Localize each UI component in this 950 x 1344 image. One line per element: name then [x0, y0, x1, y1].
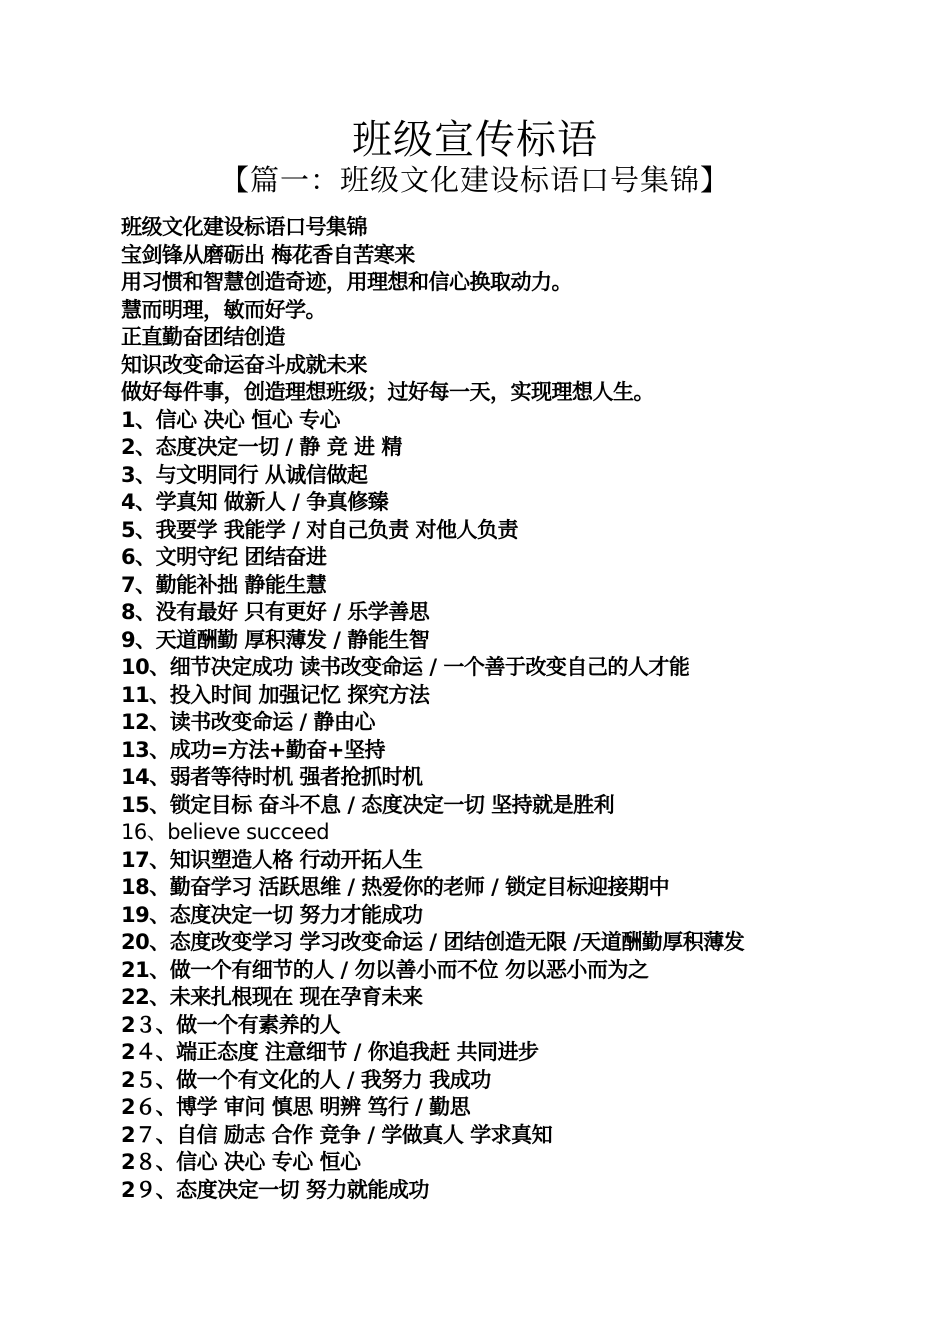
slogan-line: 正直勤奋团结创造	[121, 325, 285, 349]
slogan-line: 7、勤能补拙 静能生慧	[121, 572, 327, 597]
slogan-line: 9、天道酬勤 厚积薄发 / 静能生智	[121, 627, 430, 652]
document-subtitle: 【篇一：班级文化建设标语口号集锦】	[219, 163, 730, 197]
slogan-line: 5、我要学 我能学 / 对自己负责 对他人负责	[121, 517, 519, 542]
slogan-line: 14、弱者等待时机 强者抢抓时机	[121, 765, 423, 789]
document-title: 班级宣传标语	[352, 117, 598, 163]
slogan-line: 11、投入时间 加强记忆 探究方法	[121, 682, 430, 707]
slogan-line: 2６、博学 审问 慎思 明辨 笃行 / 勤思	[121, 1095, 471, 1119]
slogan-line: 12、读书改变命运 / 静由心	[121, 710, 376, 734]
slogan-line: 1、信心 决心 恒心 专心	[121, 407, 341, 432]
slogan-line: 2９、态度决定一切 努力就能成功	[121, 1177, 429, 1202]
slogan-line: 20、态度改变学习 学习改变命运 / 团结创造无限 /天道酬勤厚积薄发	[121, 930, 745, 954]
slogan-line: 4、学真知 做新人 / 争真修臻	[121, 490, 389, 514]
slogan-line: 知识改变命运奋斗成就未来	[121, 352, 367, 377]
slogan-line: 15、锁定目标 奋斗不息 / 态度决定一切 坚持就是胜利	[121, 792, 615, 817]
slogan-line: 慧而明理，敏而好学。	[121, 297, 326, 322]
slogan-line: 2８、信心 决心 专心 恒心	[121, 1150, 361, 1174]
slogan-line: 21、做一个有细节的人 / 勿以善小而不位 勿以恶小而为之	[121, 957, 649, 982]
slogan-line: 2、态度决定一切 / 静 竞 进 精	[121, 435, 402, 459]
slogan-line: 2５、做一个有文化的人 / 我努力 我成功	[121, 1067, 491, 1092]
slogan-line: 做好每件事，创造理想班级；过好每一天，实现理想人生。	[121, 380, 654, 404]
slogan-line: 8、没有最好 只有更好 / 乐学善思	[121, 600, 430, 624]
slogan-list	[121, 214, 921, 1204]
slogan-line: 6、文明守纪 团结奋进	[121, 545, 327, 569]
slogan-line: 16、believe succeed	[121, 820, 330, 844]
slogan-line: 2３、做一个有素养的人	[121, 1012, 341, 1037]
slogan-line: 班级文化建设标语口号集锦	[121, 215, 367, 239]
slogan-line: 2７、自信 励志 合作 竞争 / 学做真人 学求真知	[121, 1122, 553, 1147]
slogan-line: 22、未来扎根现在 现在孕育未来	[121, 985, 423, 1009]
slogan-line: 宝剑锋从磨砺出 梅花香自苦寒来	[121, 242, 415, 267]
slogan-line: 用习惯和智慧创造奇迹，用理想和信心换取动力。	[121, 270, 572, 294]
slogan-line: 17、知识塑造人格 行动开拓人生	[121, 847, 423, 872]
slogan-line: 2４、端正态度 注意细节 / 你追我赶 共同进步	[121, 1040, 539, 1064]
slogan-line: 19、态度决定一切 努力才能成功	[121, 902, 423, 927]
slogan-line: 10、细节决定成功 读书改变命运 / 一个善于改变自己的人才能	[121, 655, 690, 679]
slogan-line: 18、勤奋学习 活跃思维 / 热爱你的老师 / 锁定目标迎接期中	[121, 875, 670, 899]
slogan-line: 13、成功=方法+勤奋+坚持	[121, 737, 386, 762]
slogan-line: 3、与文明同行 从诚信做起	[121, 462, 368, 487]
